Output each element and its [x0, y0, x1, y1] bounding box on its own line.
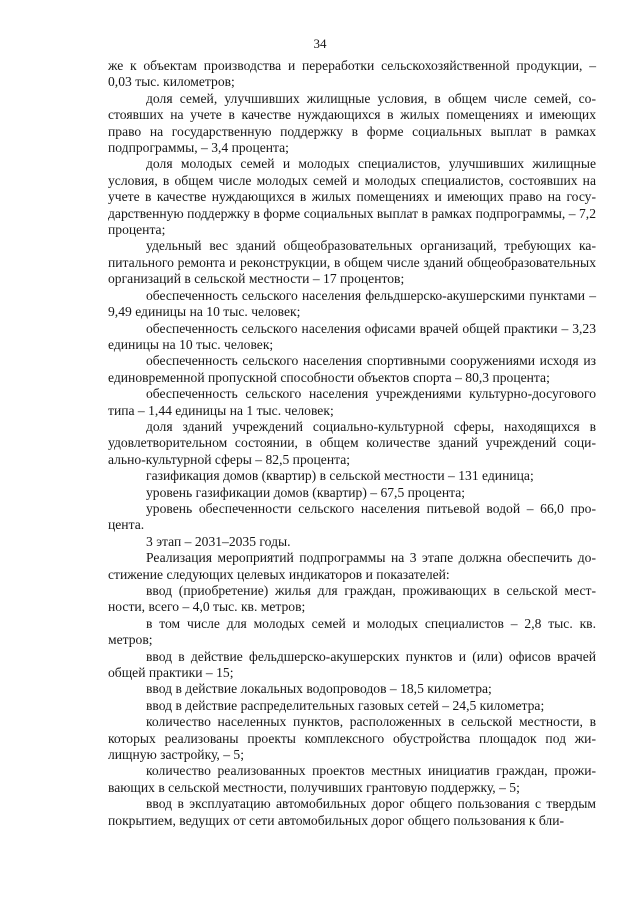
paragraph: удельный вес зданий общеобразовательных организаций, требующих капитального ремонта и реконструкции, в общем числе зданий общеобразовательных организаций в сельской местности – 17 процентов; — [108, 238, 596, 287]
paragraph-continuation: же к объектам производства и переработки сельскохозяйственной продукции, – 0,03 тыс. километров; — [108, 58, 596, 90]
page-number: 34 — [313, 36, 327, 51]
paragraph: ввод (приобретение) жилья для граждан, проживающих в сельской местности, всего – 4,0 тыс. кв. метров; — [108, 583, 596, 615]
paragraph: ввод в действие локальных водопроводов – 18,5 километра; — [146, 681, 492, 697]
paragraph: ввод в действие распределительных газовых сетей – 24,5 километра; — [146, 697, 545, 713]
paragraph: газификация домов (квартир) в сельской местности – 131 единица; — [146, 468, 534, 484]
paragraph: обеспеченность сельского населения спортивными сооружениями исходя из единовременной пропускной способности объектов спорта – 80,3 процента; — [108, 353, 596, 385]
paragraph: доля семей, улучшивших жилищные условия, в общем числе семей, состоявших на учете в качестве нуждающихся в жилых помещениях и имеющих право на государственную поддержку в форме социальных выплат в рамках подпрограммы, – 3,4 процента; — [108, 90, 596, 156]
paragraph: ввод в эксплуатацию автомобильных дорог общего пользования с твердым покрытием, ведущих от сети автомобильных дорог общего пользования к бли- — [108, 796, 596, 828]
paragraph: обеспеченность сельского населения офисами врачей общей практики – 3,23 единицы на 10 тыс. человек; — [108, 320, 596, 352]
paragraph: обеспеченность сельского населения фельдшерско-акушерскими пунктами – 9,49 единицы на 10 тыс. человек; — [108, 287, 596, 320]
paragraph: обеспеченность сельского населения учреждениями культурно-досугового типа – 1,44 единицы на 1 тыс. человек; — [108, 386, 596, 418]
paragraph: уровень обеспеченности сельского населения питьевой водой – 66,0 процента. — [108, 500, 596, 533]
stage-heading: 3 этап – 2031–2035 годы. — [146, 533, 291, 549]
body-text — [108, 58, 596, 829]
paragraph: количество реализованных проектов местных инициатив граждан, проживающих в сельской местности, получивших грантовую поддержку, – 5; — [108, 763, 596, 795]
paragraph: количество населенных пунктов, расположенных в сельской местности, в которых реализованы проекты комплексного обустройства площадок под жилищную застройку, – 5; — [108, 714, 596, 763]
paragraph: ввод в действие фельдшерско-акушерских пунктов и (или) офисов врачей общей практики – 15; — [108, 648, 596, 681]
paragraph: Реализация мероприятий подпрограммы на 3 этапе должна обеспечить достижение следующих целевых индикаторов и показателей: — [108, 550, 596, 582]
paragraph: доля зданий учреждений социально-культурной сферы, находящихся в удовлетворительном состоянии, в общем количестве зданий учреждений социально-культурной сферы – 82,5 процента; — [108, 418, 596, 467]
paragraph: доля молодых семей и молодых специалистов, улучшивших жилищные условия, в общем числе молодых семей и молодых специалистов, состоявших на учете в качестве нуждающихся в жилых помещениях и имеющих право на государственную поддержку в форме социальных выплат в рамках подпрограммы, – 7,2 процента; — [108, 156, 596, 238]
paragraph: уровень газификации домов (квартир) – 67,5 процента; — [146, 484, 466, 500]
paragraph: в том числе для молодых семей и молодых специалистов – 2,8 тыс. кв. метров; — [108, 615, 596, 648]
